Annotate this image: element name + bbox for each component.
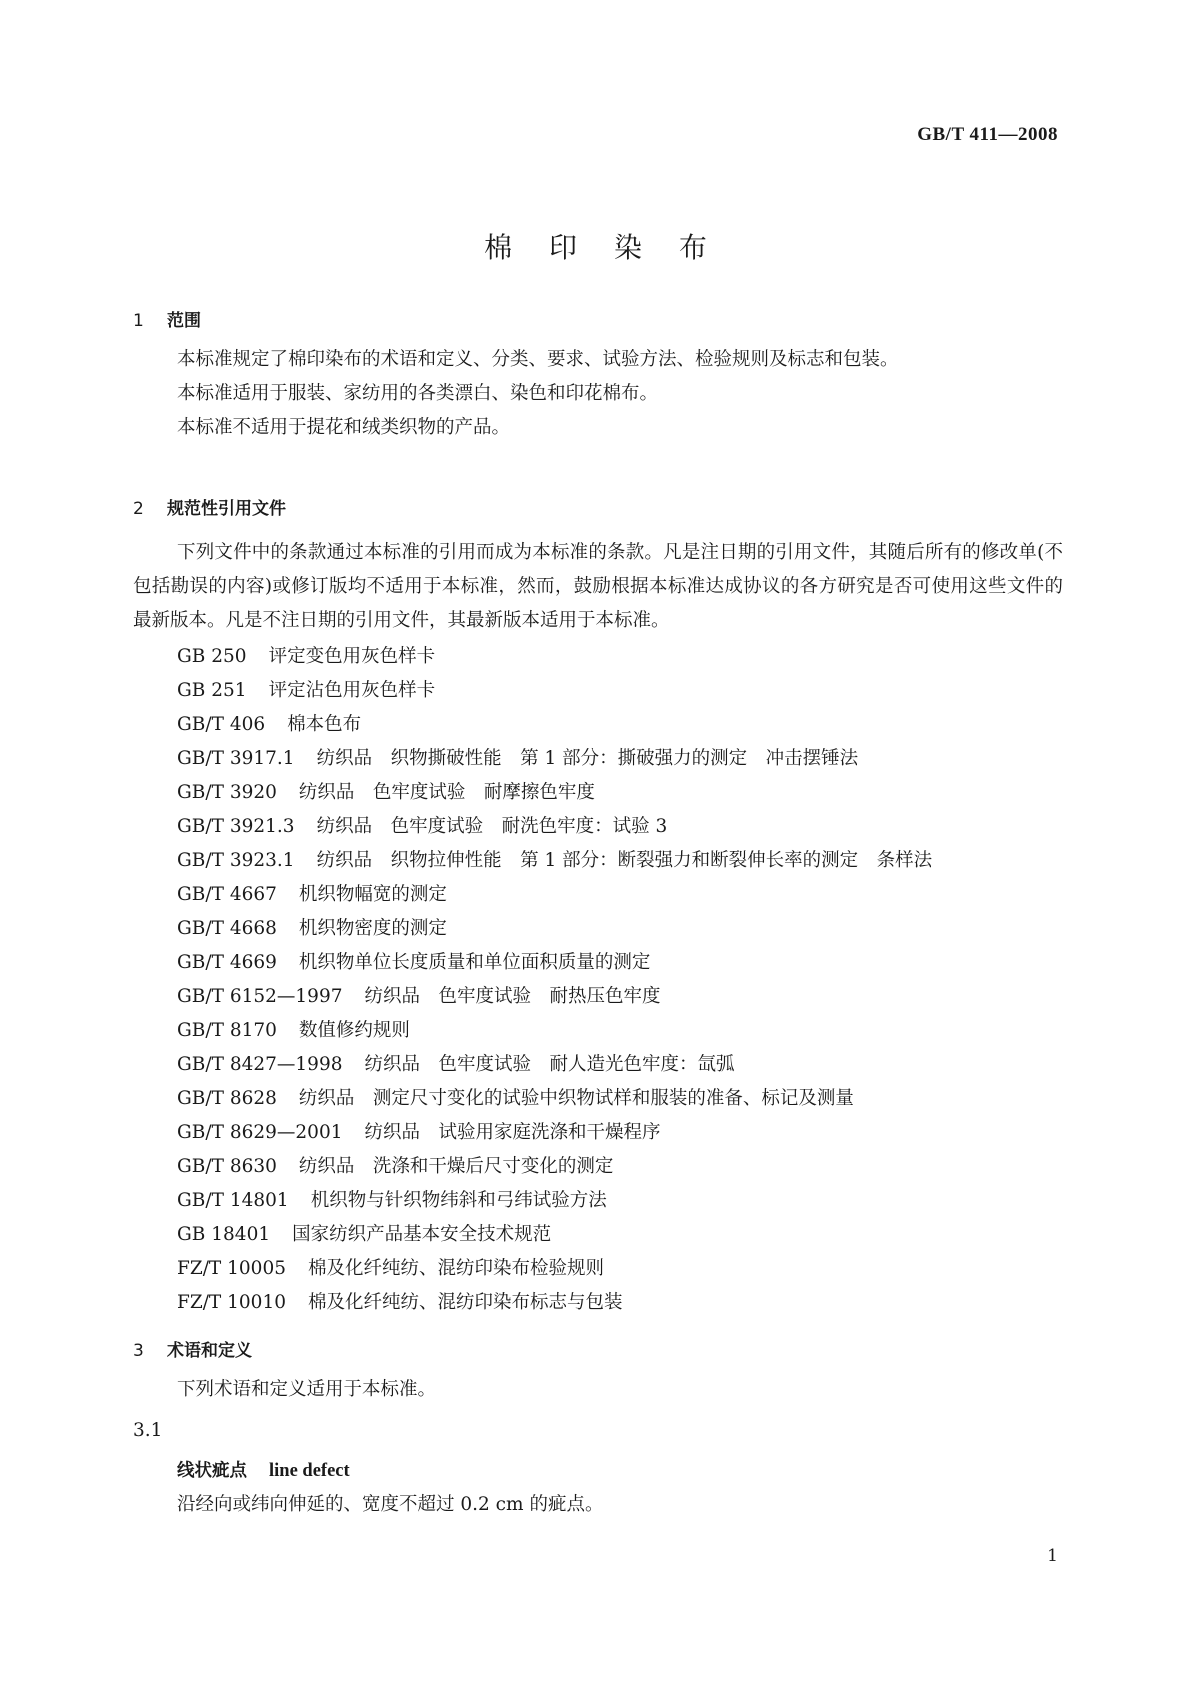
reference-code: GB/T 406 [177,714,266,735]
references-intro: 下列文件中的条款通过本标准的引用而成为本标准的条款。凡是注日期的引用文件，其随后所有的修改单(不包括勘误的内容)或修订版均不适用于本标准，然而，鼓励根据本标准达成协议的各方研究是否可使用这些文件的最新版本。凡是不注日期的引用文件，其最新版本适用于本标准。 [133,542,1063,631]
reference-title: 评定变色用灰色样卡 [268,646,436,667]
reference-title: 纺织品 色牢度试验 耐摩擦色牢度 [298,782,595,803]
standard-code: GB/T 411—2008 [917,124,1058,145]
reference-code: GB/T 3923.1 [177,850,295,871]
reference-item [177,640,932,674]
reference-code: FZ/T 10005 [177,1258,286,1279]
reference-title: 纺织品 试验用家庭洗涤和干燥程序 [364,1122,661,1143]
reference-item [177,1184,932,1218]
reference-item [177,1048,932,1082]
reference-title: 棉及化纤纯纺、混纺印染布标志与包装 [308,1292,623,1313]
reference-code: GB/T 6152—1997 [177,986,343,1007]
section-heading-scope [133,306,201,331]
section-title: 规范性引用文件 [167,499,286,519]
reference-item [177,1218,932,1252]
scope-paragraph: 本标准规定了棉印染布的术语和定义、分类、要求、试验方法、检验规则及标志和包装。 [177,349,899,370]
reference-code: GB/T 3921.3 [177,816,295,837]
reference-item [177,1082,932,1116]
reference-code: GB/T 8170 [177,1020,277,1041]
reference-title: 纺织品 织物拉伸性能 第 1 部分：断裂强力和断裂伸长率的测定 条样法 [316,850,933,871]
reference-code: GB/T 8427—1998 [177,1054,343,1075]
section-number: 3 [133,1341,144,1361]
reference-item [177,1116,932,1150]
reference-code: GB 250 [177,646,247,667]
reference-item [177,708,932,742]
reference-title: 机织物与针织物纬斜和弓纬试验方法 [310,1190,607,1211]
document-title: 棉 印 染 布 [484,231,721,264]
reference-item [177,1286,932,1320]
reference-title: 数值修约规则 [298,1020,410,1041]
reference-item [177,844,932,878]
clause-number: 3.1 [133,1420,163,1441]
reference-title: 纺织品 测定尺寸变化的试验中织物试样和服装的准备、标记及测量 [298,1088,854,1109]
reference-title: 纺织品 色牢度试验 耐热压色牢度 [364,986,661,1007]
reference-code: GB/T 3917.1 [177,748,295,769]
reference-code: GB/T 8629—2001 [177,1122,343,1143]
terms-intro: 下列术语和定义适用于本标准。 [177,1379,437,1400]
page-number: 1 [1047,1546,1058,1566]
reference-item [177,1150,932,1184]
section-title: 术语和定义 [167,1341,252,1361]
reference-title: 纺织品 洗涤和干燥后尺寸变化的测定 [298,1156,614,1177]
reference-item [177,946,932,980]
reference-code: GB/T 8630 [177,1156,277,1177]
section-heading-terms [133,1336,252,1361]
term-english: line defect [269,1461,350,1481]
reference-code: GB 251 [177,680,247,701]
reference-item [177,674,932,708]
reference-code: GB/T 4669 [177,952,277,973]
reference-item [177,742,932,776]
reference-title: 棉及化纤纯纺、混纺印染布检验规则 [308,1258,605,1279]
section-number: 1 [133,311,144,331]
section-heading-references [133,494,286,519]
reference-code: GB/T 8628 [177,1088,277,1109]
reference-code: GB 18401 [177,1224,271,1245]
reference-item [177,1252,932,1286]
reference-title: 机织物密度的测定 [298,918,447,939]
reference-title: 国家纺织产品基本安全技术规范 [292,1224,552,1245]
reference-item [177,980,932,1014]
scope-paragraph: 本标准不适用于提花和绒类织物的产品。 [177,417,511,438]
reference-item [177,1014,932,1048]
term-definition: 沿经向或纬向伸延的、宽度不超过 0.2 cm 的疵点。 [177,1494,604,1515]
section-title: 范围 [167,311,201,331]
reference-item [177,776,932,810]
reference-code: GB/T 14801 [177,1190,289,1211]
reference-code: GB/T 4668 [177,918,277,939]
reference-title: 纺织品 色牢度试验 耐洗色牢度：试验 3 [316,816,668,837]
reference-item [177,912,932,946]
reference-code: GB/T 4667 [177,884,277,905]
reference-title: 机织物幅宽的测定 [298,884,447,905]
reference-title: 纺织品 色牢度试验 耐人造光色牢度：氙弧 [364,1054,735,1075]
reference-title: 机织物单位长度质量和单位面积质量的测定 [298,952,651,973]
reference-item [177,810,932,844]
section-number: 2 [133,499,144,519]
reference-code: GB/T 3920 [177,782,277,803]
reference-title: 评定沾色用灰色样卡 [268,680,436,701]
term-entry [177,1454,350,1488]
scope-paragraph: 本标准适用于服装、家纺用的各类漂白、染色和印花棉布。 [177,383,659,404]
term-chinese: 线状疵点 [177,1461,247,1481]
reference-list [177,640,932,1320]
reference-title: 纺织品 织物撕破性能 第 1 部分：撕破强力的测定 冲击摆锤法 [316,748,859,769]
reference-code: FZ/T 10010 [177,1292,286,1313]
reference-item [177,878,932,912]
reference-title: 棉本色布 [287,714,362,735]
